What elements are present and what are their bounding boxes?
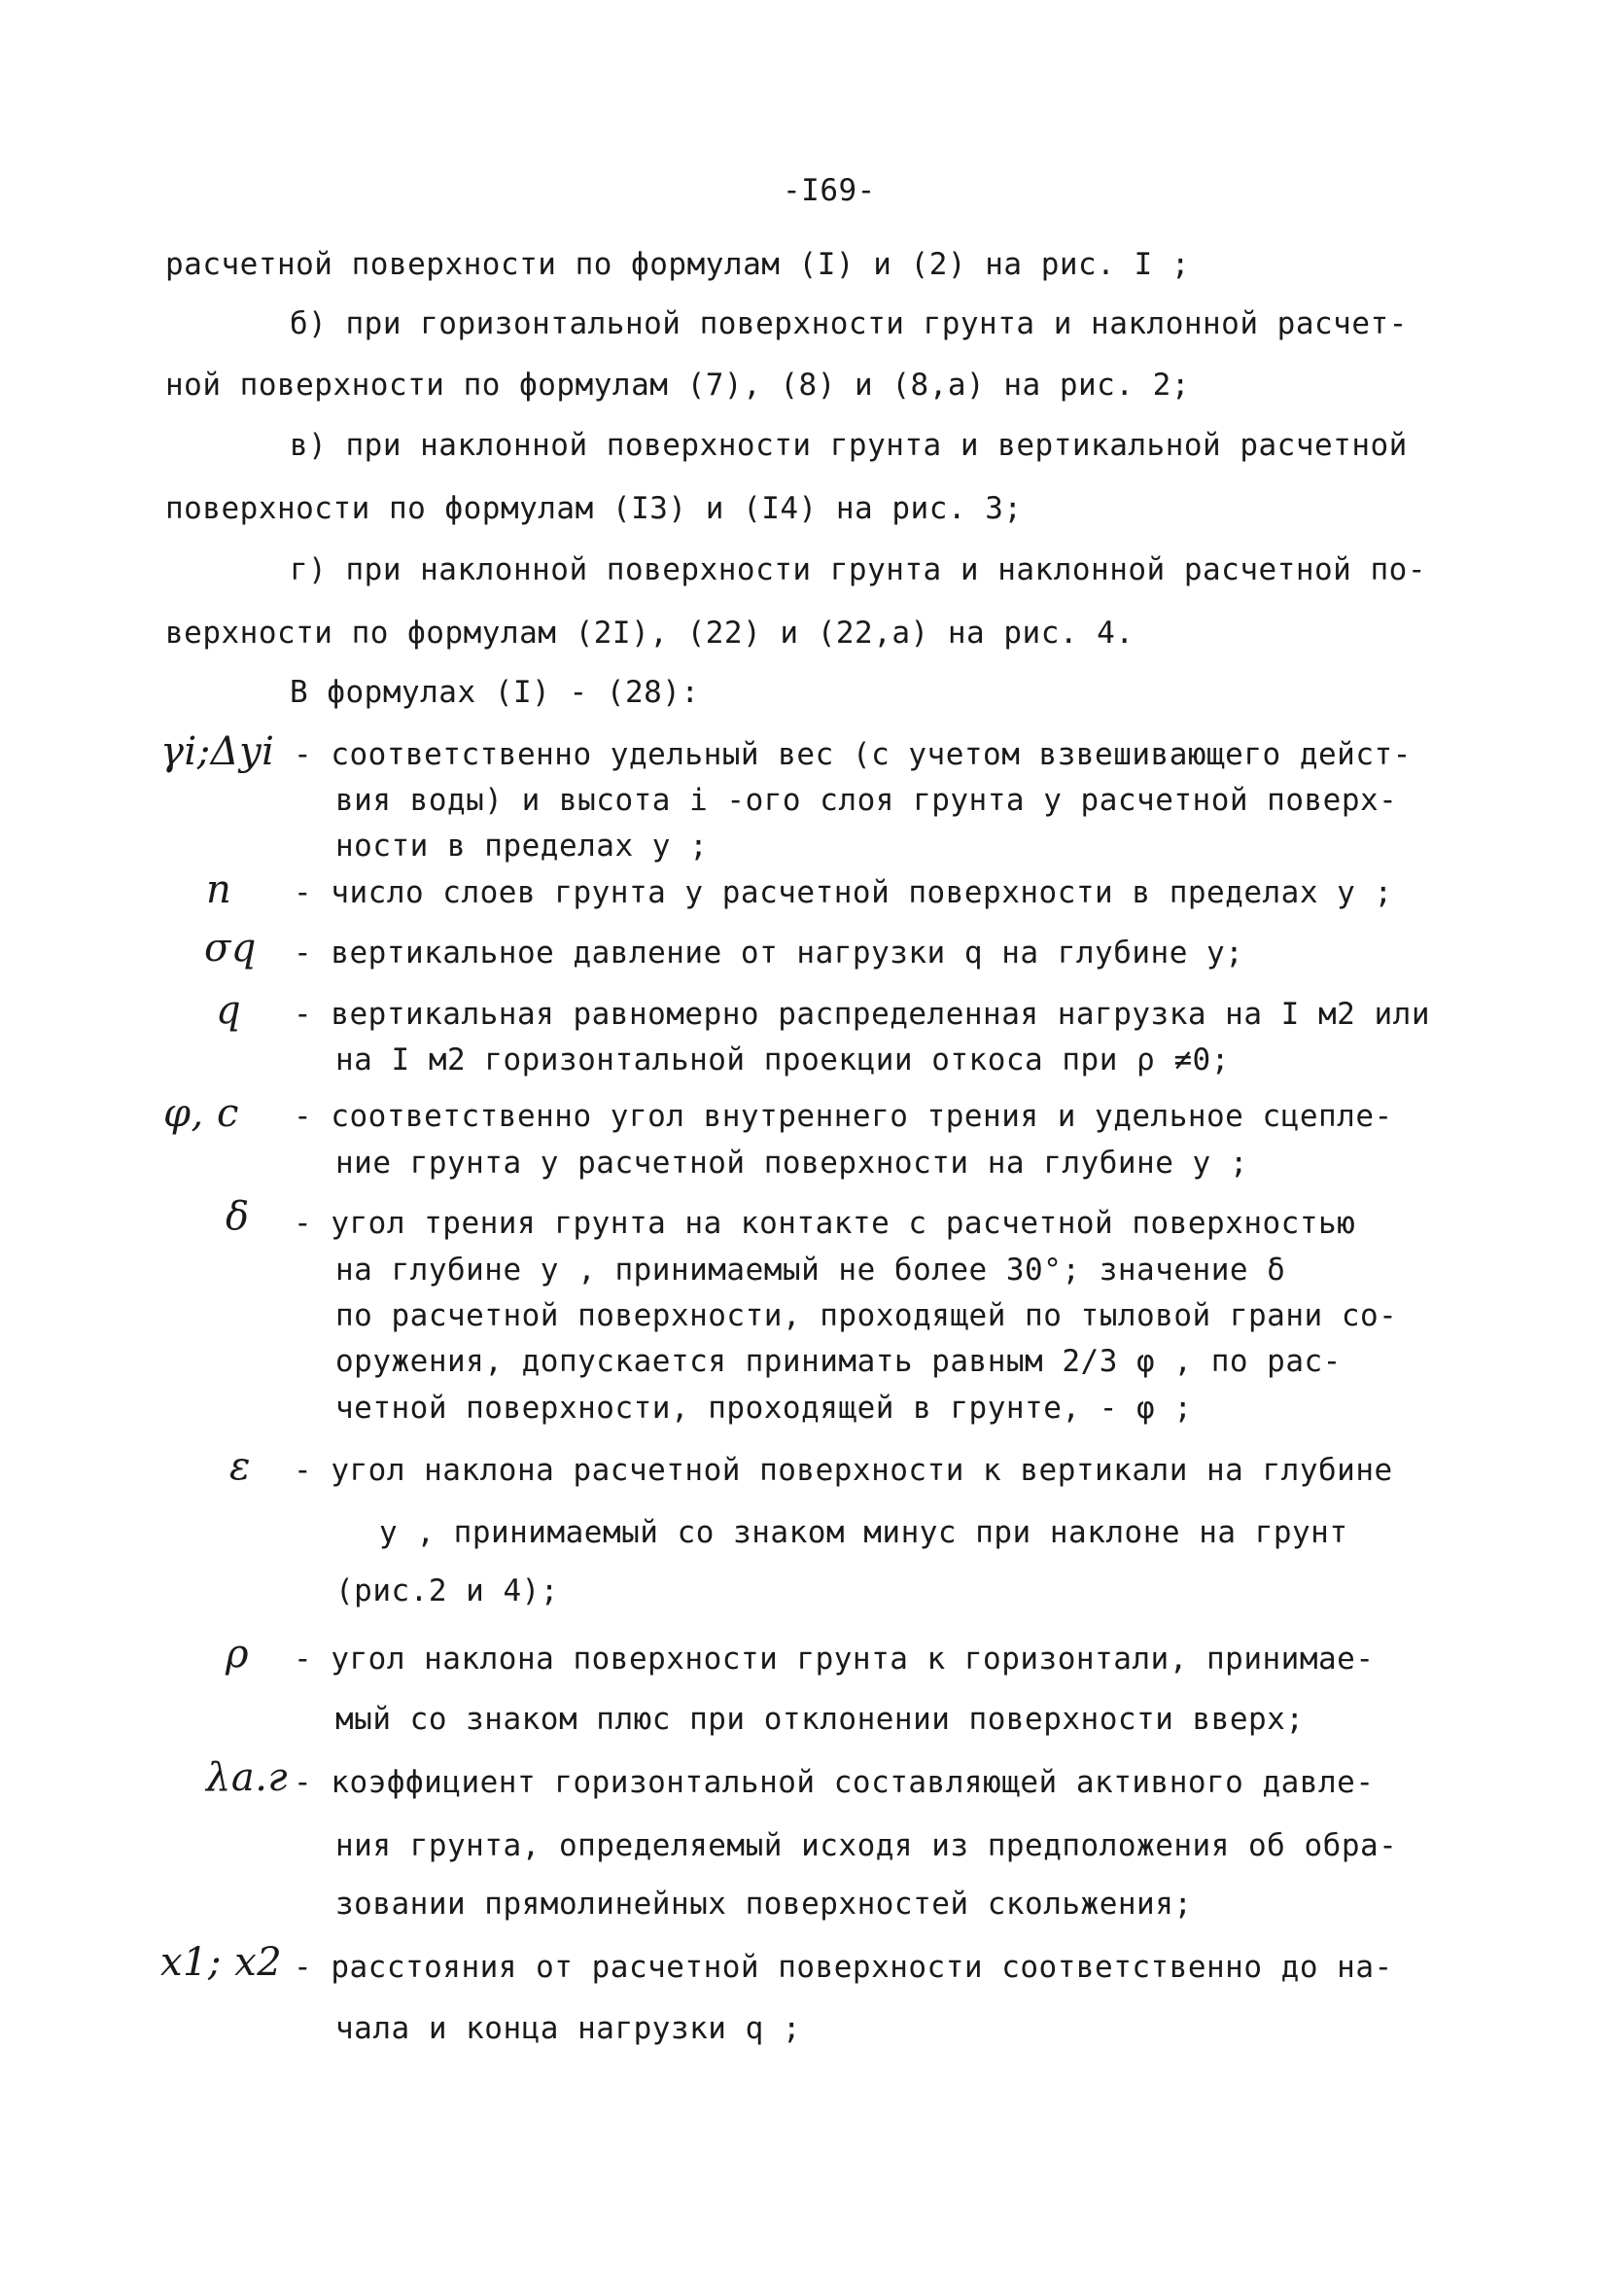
symbol-q: q bbox=[216, 988, 242, 1033]
definition-line: - соответственно удельный вес (с учетом взвешивающего дейст- bbox=[294, 737, 1412, 772]
page-number: -I69- bbox=[783, 173, 876, 208]
definition-line: оружения, допускается принимать равным 2/3 φ , по рас- bbox=[335, 1344, 1342, 1379]
definition-line: - вертикальная равномерно распределенная нагрузка на I м2 или bbox=[294, 997, 1430, 1032]
text-line: б) при горизонтальной поверхности грунта и наклонной расчет- bbox=[290, 306, 1408, 341]
symbol-phi-c: φ, c bbox=[163, 1091, 239, 1136]
symbol-rho: ρ bbox=[226, 1632, 250, 1677]
definition-line: - угол наклона поверхности грунта к горизонтали, принимае- bbox=[294, 1642, 1375, 1677]
definition-line: вия воды) и высота i -ого слоя грунта у расчетной поверх- bbox=[335, 783, 1398, 818]
definition-line: зовании прямолинейных поверхностей скольжения; bbox=[335, 1887, 1193, 1922]
definition-line: на I м2 горизонтальной проекции откоса при ρ ≠0; bbox=[335, 1042, 1230, 1077]
definition-line: - угол трения грунта на контакте с расчетной поверхностью bbox=[294, 1206, 1356, 1241]
symbol-n: n bbox=[206, 867, 232, 912]
symbol-x1-x2: x1; x2 bbox=[160, 1940, 283, 1985]
definition-line: y , принимаемый со знаком минус при наклоне на грунт bbox=[379, 1515, 1348, 1550]
symbol-gamma-delta-y: γi;Δyi bbox=[160, 729, 275, 774]
definition-line: ния грунта, определяемый исходя из предположения об обра- bbox=[335, 1828, 1398, 1863]
definition-line: - число слоев грунта у расчетной поверхности в пределах y ; bbox=[294, 875, 1393, 910]
symbol-epsilon: ε bbox=[229, 1444, 251, 1489]
definition-line: четной поверхности, проходящей в грунте, - φ ; bbox=[335, 1391, 1193, 1426]
definition-line: на глубине y , принимаемый не более 30°; значение δ bbox=[335, 1253, 1286, 1288]
definition-line: (рис.2 и 4); bbox=[335, 1573, 559, 1608]
definition-line: ности в пределах y ; bbox=[335, 829, 709, 864]
definition-line: чала и конца нагрузки q ; bbox=[335, 2011, 802, 2046]
definition-line: мый со знаком плюс при отклонении поверхности вверх; bbox=[335, 1702, 1305, 1737]
symbol-delta: δ bbox=[226, 1194, 250, 1239]
definition-line: ние грунта у расчетной поверхности на глубине y ; bbox=[335, 1146, 1249, 1181]
definition-line: - соответственно угол внутреннего трения и удельное сцепле- bbox=[294, 1099, 1393, 1134]
definition-line: - угол наклона расчетной поверхности к вертикали на глубине bbox=[294, 1453, 1393, 1488]
symbol-lambda-ag: λa.г bbox=[206, 1755, 289, 1800]
text-line: расчетной поверхности по формулам (I) и (2) на рис. I ; bbox=[165, 247, 1190, 282]
text-line: ной поверхности по формулам (7), (8) и (8,а) на рис. 2; bbox=[165, 368, 1190, 403]
text-line: г) при наклонной поверхности грунта и наклонной расчетной по- bbox=[290, 552, 1426, 587]
definition-line: - вертикальное давление от нагрузки q на глубине y; bbox=[294, 936, 1244, 971]
text-line: верхности по формулам (2I), (22) и (22,а) на рис. 4. bbox=[165, 616, 1135, 651]
definition-line: - коэффициент горизонтальной составляющей активного давле- bbox=[294, 1765, 1375, 1800]
text-line: в) при наклонной поверхности грунта и вертикальной расчетной bbox=[290, 428, 1408, 463]
symbol-sigma-q: σq bbox=[204, 926, 257, 971]
text-line: поверхности по формулам (I3) и (I4) на рис. 3; bbox=[165, 491, 1023, 526]
definition-line: - расстояния от расчетной поверхности соответственно до на- bbox=[294, 1950, 1393, 1985]
definition-line: по расчетной поверхности, проходящей по тыловой грани со- bbox=[335, 1298, 1398, 1333]
formulas-intro: В формулах (I) - (28): bbox=[290, 675, 700, 710]
